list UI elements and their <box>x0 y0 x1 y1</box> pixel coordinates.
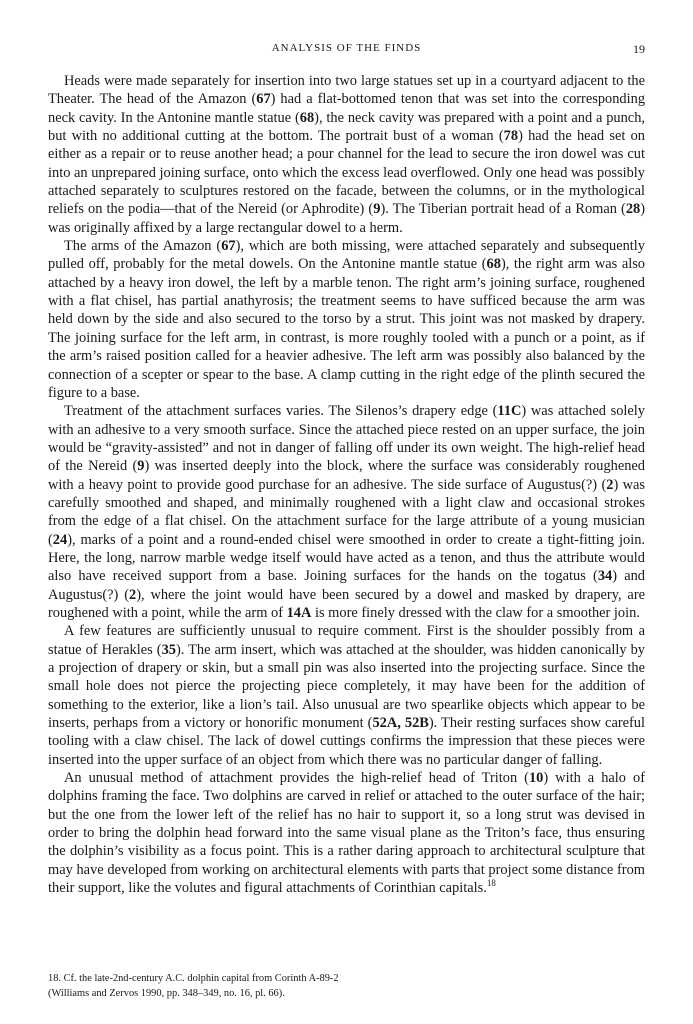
catalog-number: 35 <box>161 641 176 658</box>
catalog-number: 34 <box>597 568 613 585</box>
catalog-number: 78 <box>503 128 519 145</box>
catalog-number: 11C <box>497 403 522 420</box>
text-run: ) had the head set on either as a repair or to reuse another head; a pour channel for the lead to secure the iron dowel was cut into an unprepared joining surface, onto which the excess lead overflowed. Only one head was possibly attached separately to sculptures restored on the facade, between the columns, or in the mythological reliefs on the podia—that of the Nereid (or Aphrodite) ( <box>48 128 645 218</box>
text-run: ) and Augustus(?) ( <box>48 568 646 603</box>
catalog-number: 10 <box>528 770 544 787</box>
text-run: An unusual method of attachment provides the high-relief head of Triton ( <box>64 770 529 787</box>
running-header <box>48 40 645 56</box>
text-run: ). The arm insert, which was attached at the shoulder, was hidden canonically by a projection of drapery or skin, but a small pin was also inserted into the projecting surface. Since the small hole does not pierce the projecting piece completely, it may have been for the addition of something to the exterior, like a lion’s tail. Also unusual are two spearlike objects which appear to be inserts, perhaps from a victory or honorific monument ( <box>48 641 645 732</box>
catalog-number: 9 <box>373 201 381 218</box>
catalog-number: 68 <box>486 256 501 273</box>
text-run: ) was attached solely with an adhesive to a very smooth surface. Since the attached piece rested on an upper surface, the join would be “gravity-assisted” and not in danger of falling off under its own weight. The high-relief head of the Nereid ( <box>48 403 646 475</box>
page-number: 19 <box>633 42 645 56</box>
text-run: ). The Tiberian portrait head of a Roman ( <box>380 201 626 218</box>
running-head-title: ANALYSIS OF THE FINDS <box>271 42 422 54</box>
catalog-number: 28 <box>625 201 641 218</box>
text-run: ), where the joint would have been secured by a dowel and masked by drapery, are roughened with a point, while the arm of <box>48 586 646 621</box>
text-run: ) was inserted deeply into the block, where the surface was considerably roughened with a heavy point to provide good purchase for an adhesive. The side surface of Augustus(?) ( <box>48 458 645 493</box>
text-run: is more finely dressed with the claw for a smoother join. <box>311 604 640 621</box>
text-run: The arms of the Amazon ( <box>64 238 222 255</box>
catalog-number: 14A <box>286 604 312 621</box>
catalog-number: 24 <box>52 531 68 548</box>
catalog-number: 67 <box>221 238 236 255</box>
catalog-number: 67 <box>256 91 271 108</box>
text-run: A few features are sufficiently unusual to require comment. First is the shoulder possibly from a statue of Herakles ( <box>48 623 645 658</box>
catalog-number: 52A, 52B <box>372 715 429 732</box>
text-run: ), the right arm was also attached by a heavy iron dowel, the left by a marble tenon. The right arm’s joining surface, roughened with a flat chisel, has partial anathyrosis; the treatment seems to have sufficed because the arm was held down by the side and also secured to the torso by a strut. This joint was not masked by drapery. The joining surface for the left arm, in contrast, is more roughly tooled with a punch or a point, as if the arm’s raised position called for a heavier adhesive. The left arm was possibly also balanced by the connection of a scepter or spear to the base. A clamp cutting in the right edge of the plinth secured the figure to a base. <box>48 256 646 401</box>
paragraph-arms <box>48 237 645 402</box>
text-run: Heads were made separately for insertion into two large statues set up in a courtyard adjacent to the Theater. The head of the Amazon ( <box>48 73 645 108</box>
footnote: 18. Cf. the late-2nd-century A.C. dolphin capital from Corinth A-89-2 (Williams and Zervos 1990, pp. 348–349, no. 16, pl. 66). <box>48 973 339 999</box>
catalog-number: 2 <box>129 586 137 603</box>
text-run: ), marks of a point and a round-ended chisel were smoothed in order to create a tight-fitting join. Here, the long, narrow marble wedge itself would have acted as a tenon, and thus the attribute would also have received support from a base. Joining surfaces for the hands on the togatus ( <box>48 531 645 585</box>
footnote-reference[interactable]: 18 <box>486 878 496 889</box>
text-run: ). Their resting surfaces show careful tooling with a claw chisel. The lack of dowel cuttings confirms the impression that these pieces were inserted into the upper surface of an object from which there was no particular danger of falling. <box>48 715 645 768</box>
text-run: ), which are both missing, were attached separately and subsequently pulled off, probably for the metal dowels. On the Antonine mantle statue ( <box>48 238 645 273</box>
text-run: Treatment of the attachment surfaces varies. The Silenos’s drapery edge ( <box>64 403 498 420</box>
catalog-number: 68 <box>299 109 315 126</box>
paragraph-unusual-features <box>48 622 645 769</box>
text-run: ) was originally affixed by a large rectangular dowel to a herm. <box>48 201 645 236</box>
text-run: ) with a halo of dolphins framing the face. Two dolphins are carved in relief or attached to the outer surface of the hair; but the one from the lower left of the relief has no hair to support it, so a long strut was devised in order to bring the dolphin head forward into the same visual plane as the Triton’s face, thus ensuring the dolphin’s visibility as a focus point. This is a rather daring approach to architectural sculpture that may have developed from working on architectural elements with parts that project some distance from their support, like the volutes and figural attachments of Corinthian capitals. <box>48 770 645 897</box>
text-run: ) had a flat-bottomed tenon that was set into the corresponding neck cavity. In the Antonine mantle statue ( <box>48 91 646 126</box>
paragraph-triton <box>48 769 645 897</box>
text-run: ), the neck cavity was prepared with a point and a punch, but with no additional cutting at the bottom. The portrait bust of a woman ( <box>48 109 645 145</box>
paragraph-attachment-surfaces <box>48 402 645 622</box>
catalog-number: 2 <box>606 476 614 493</box>
paragraph-heads <box>48 72 645 237</box>
body-text <box>48 72 645 897</box>
text-run: ) was carefully smoothed and shaped, and minimally roughened with a light claw and occasional strokes from the edge of a flat chisel. On the attachment surface for the large attribute of a young musician ( <box>48 476 645 548</box>
catalog-number: 9 <box>137 458 145 475</box>
